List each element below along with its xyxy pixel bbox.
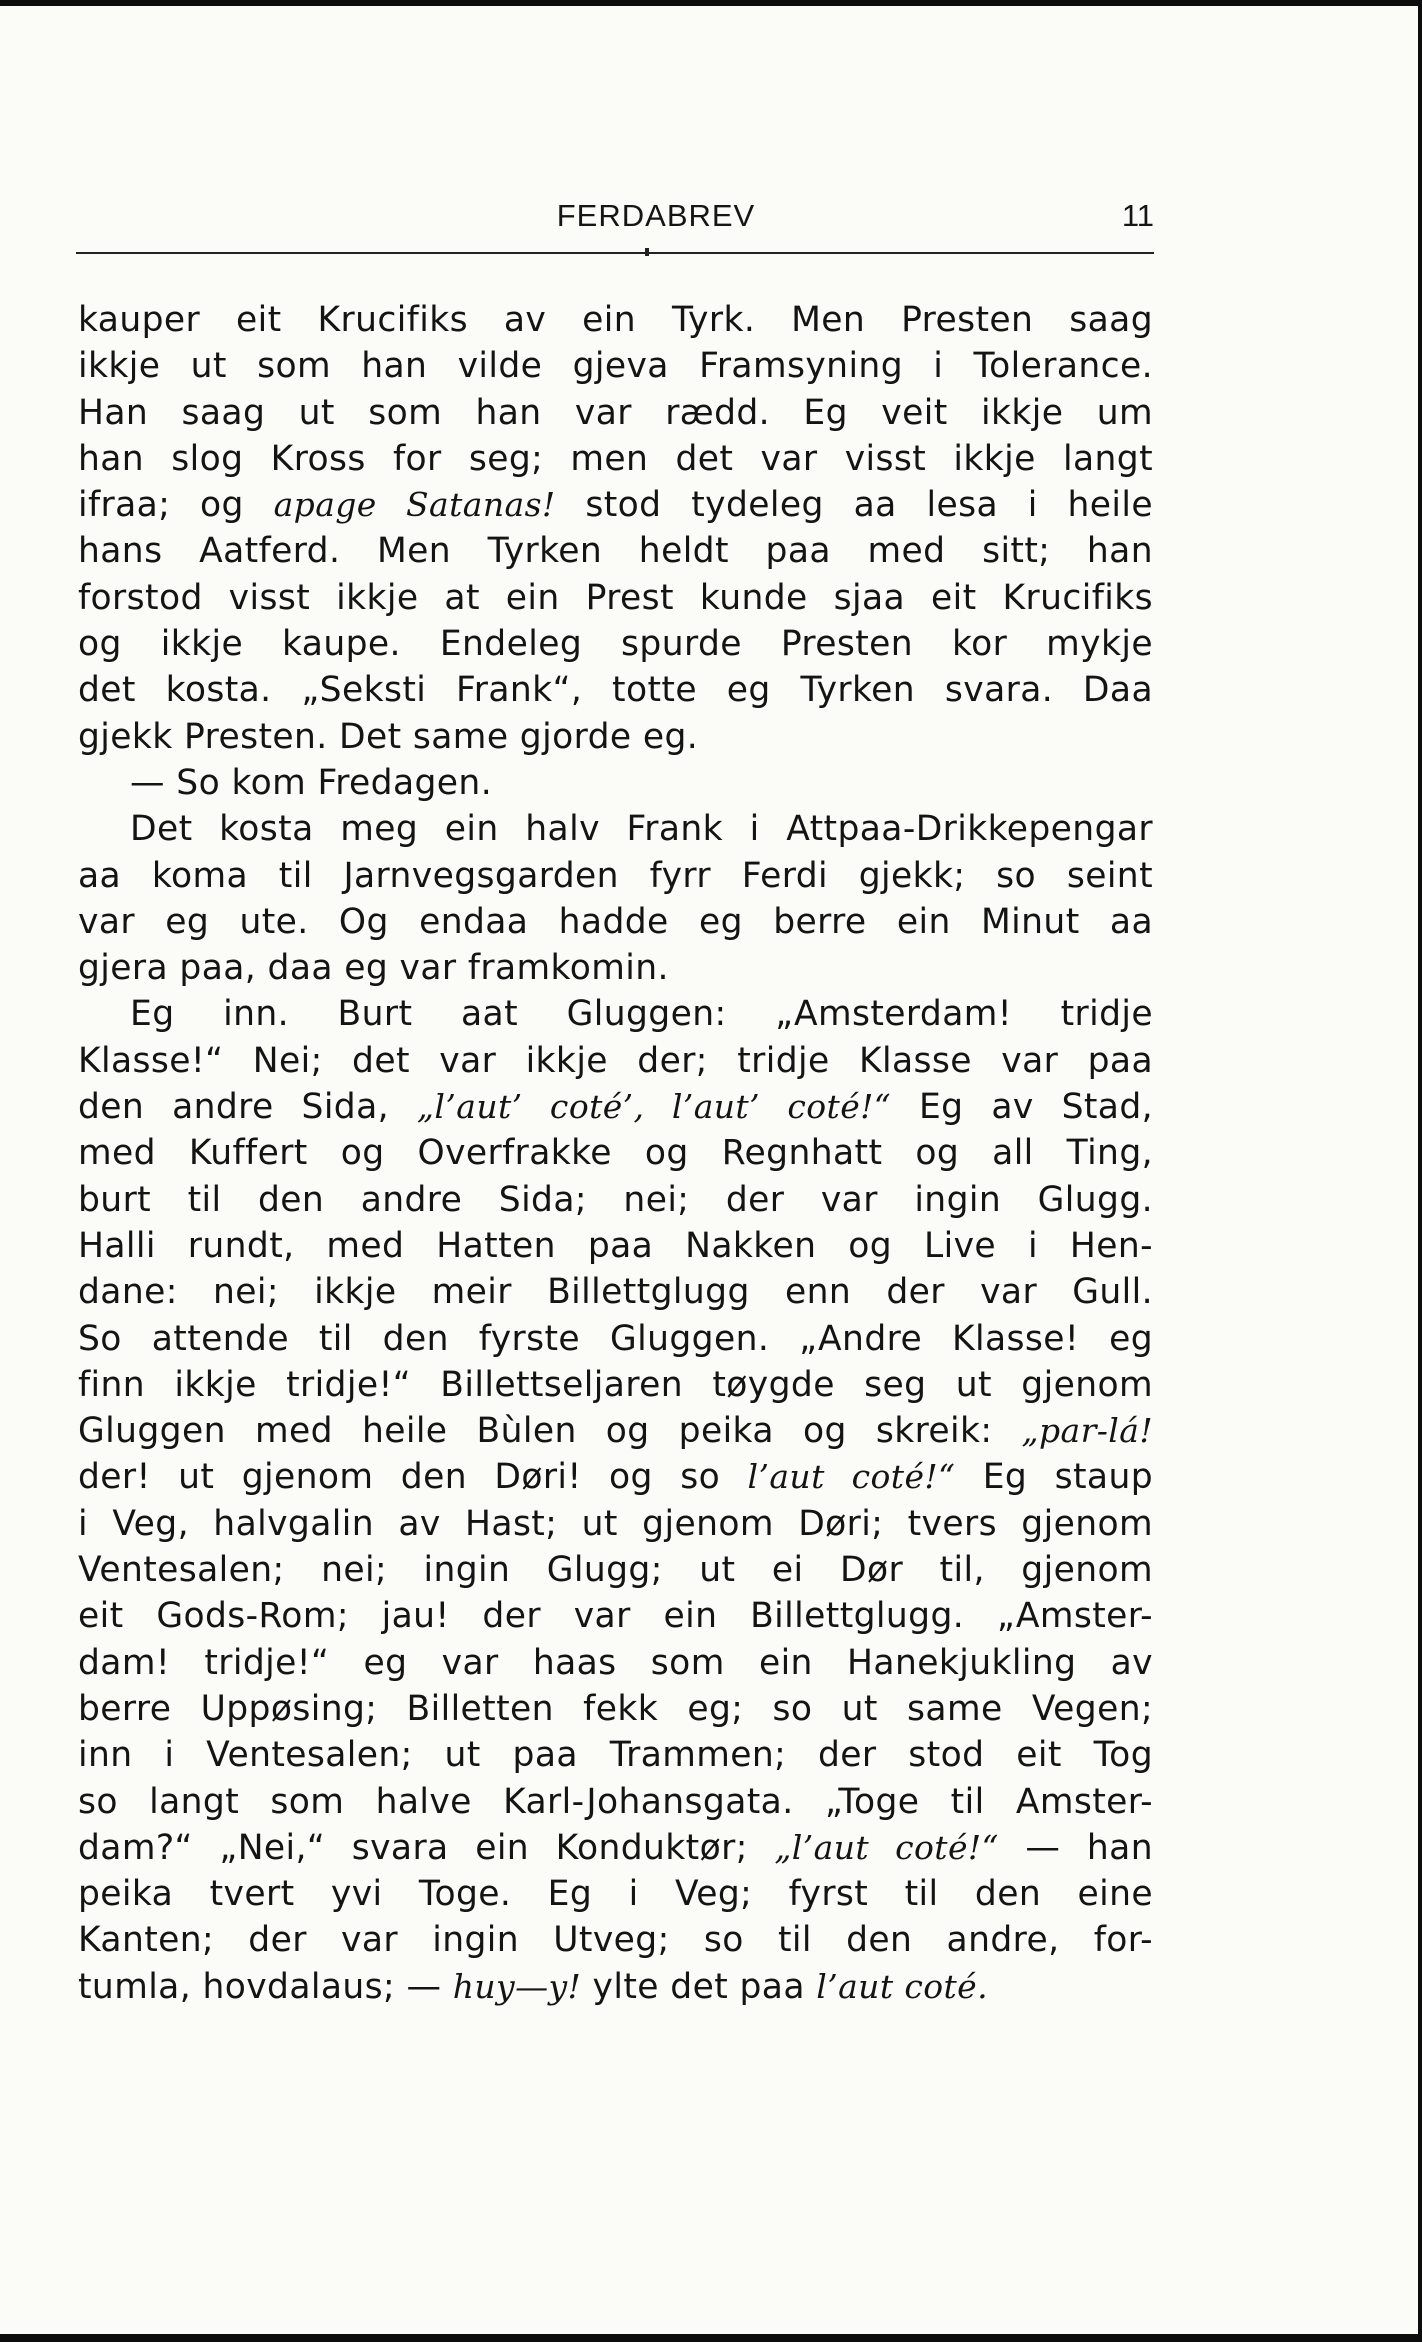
text-line xyxy=(78,343,1153,389)
text-segment: Eg inn. Burt aat Gluggen: „Amsterdam! tridje xyxy=(130,994,1153,1035)
text-segment: med Kuffert og Overfrakke og Regnhatt og all Ting, xyxy=(78,1133,1153,1174)
text-segment: — han xyxy=(998,1827,1153,1868)
text-line xyxy=(78,1362,1153,1408)
text-line xyxy=(78,853,1153,899)
text-line xyxy=(78,1686,1153,1732)
text-line xyxy=(78,945,1153,991)
text-segment: finn ikkje tridje!“ Billettseljaren tøygde seg ut gjenom xyxy=(78,1364,1153,1405)
text-segment: so langt som halve Karl-Johansgata. „Toge til Amster- xyxy=(78,1781,1153,1822)
text-segment: der! ut gjenom den Døri! og so xyxy=(78,1457,748,1498)
text-line xyxy=(78,621,1153,667)
italic-text: „l’aut coté!“ xyxy=(774,1827,999,1867)
running-head-title: FERDABREV xyxy=(556,198,756,233)
text-line xyxy=(78,1640,1153,1686)
text-segment: var eg ute. Og endaa hadde eg berre ein Minut aa xyxy=(78,901,1153,942)
header-rule xyxy=(76,252,1154,254)
text-line xyxy=(78,1964,1153,2010)
text-line xyxy=(78,528,1153,574)
text-segment: han slog Kross for seg; men det var visst ikkje langt xyxy=(78,438,1153,479)
text-line xyxy=(78,297,1153,343)
text-segment: Eg staup xyxy=(955,1457,1154,1498)
text-segment: Gluggen med heile Bùlen og peika og skreik: xyxy=(78,1411,1022,1452)
text-segment: gjekk Presten. Det same gjorde eg. xyxy=(78,716,699,757)
text-line xyxy=(78,1917,1153,1963)
text-segment: det kosta. „Seksti Frank“, totte eg Tyrken svara. Daa xyxy=(78,670,1153,711)
text-segment: forstod visst ikkje at ein Prest kunde sjaa eit Krucifiks xyxy=(78,577,1153,618)
text-segment: ikkje ut som han vilde gjeva Framsyning i Tolerance. xyxy=(78,346,1153,387)
page-number: 11 xyxy=(1121,198,1154,233)
text-line xyxy=(78,1501,1153,1547)
italic-text: „l’aut’ coté’, l’aut’ coté!“ xyxy=(416,1087,892,1127)
italic-text: apage Satanas! xyxy=(273,485,556,525)
text-line xyxy=(78,1871,1153,1917)
text-segment: Halli rundt, med Hatten paa Nakken og Live i Hen- xyxy=(78,1225,1153,1266)
text-line xyxy=(78,436,1153,482)
text-segment: hans Aatferd. Men Tyrken heldt paa med sitt; han xyxy=(78,531,1153,572)
text-segment: Klasse!“ Nei; det var ikkje der; tridje Klasse var paa xyxy=(78,1040,1153,1081)
text-line xyxy=(78,667,1153,713)
text-line xyxy=(78,1408,1153,1454)
text-line xyxy=(78,1269,1153,1315)
header-rule-mark xyxy=(645,248,649,256)
text-segment: Han saag ut som han var rædd. Eg veit ikkje um xyxy=(78,392,1153,433)
italic-text: l’aut coté. xyxy=(816,1966,989,2006)
text-segment: inn i Ventesalen; ut paa Trammen; der stod eit Tog xyxy=(78,1735,1153,1776)
text-segment: dam?“ „Nei,“ svara ein Konduktør; xyxy=(78,1827,775,1868)
text-line xyxy=(78,1825,1153,1871)
text-segment: aa koma til Jarnvegsgarden fyrr Ferdi gjekk; so seint xyxy=(78,855,1153,896)
text-segment: dane: nei; ikkje meir Billettglugg enn der var Gull. xyxy=(78,1272,1153,1313)
italic-text: huy—y! xyxy=(452,1966,582,2006)
text-segment: dam! tridje!“ eg var haas som ein Hanekjukling av xyxy=(78,1642,1153,1683)
text-segment: tumla, hovdalaus; — xyxy=(78,1966,453,2007)
text-segment: ylte det paa xyxy=(581,1966,817,2007)
text-line xyxy=(78,1316,1153,1362)
text-line xyxy=(78,1454,1153,1500)
text-line xyxy=(78,714,1153,760)
text-line xyxy=(78,1038,1153,1084)
text-line xyxy=(78,991,1153,1037)
italic-text: „par-lá! xyxy=(1021,1411,1153,1451)
text-segment: i Veg, halvgalin av Hast; ut gjenom Døri; tvers gjenom xyxy=(78,1503,1153,1544)
text-line xyxy=(78,1779,1153,1825)
text-line xyxy=(78,1223,1153,1269)
text-segment: peika tvert yvi Toge. Eg i Veg; fyrst til den eine xyxy=(78,1874,1153,1915)
text-line xyxy=(78,1547,1153,1593)
text-line xyxy=(78,806,1153,852)
text-segment: kauper eit Krucifiks av ein Tyrk. Men Presten saag xyxy=(78,300,1153,340)
text-segment: burt til den andre Sida; nei; der var ingin Glugg. xyxy=(78,1179,1153,1220)
text-line xyxy=(78,1130,1153,1176)
running-head xyxy=(76,198,1154,248)
text-segment: Eg av Stad, xyxy=(891,1087,1154,1128)
text-segment: berre Uppøsing; Billetten fekk eg; so ut same Vegen; xyxy=(78,1688,1153,1729)
text-segment: Kanten; der var ingin Utveg; so til den andre, for- xyxy=(78,1920,1153,1961)
text-segment: ifraa; og xyxy=(78,485,274,526)
text-line xyxy=(78,1084,1153,1130)
text-segment: eit Gods-Rom; jau! der var ein Billettglugg. „Amster- xyxy=(78,1596,1153,1637)
text-segment: Det kosta meg ein halv Frank i Attpaa-Drikkepengar xyxy=(130,809,1153,850)
text-segment: — So kom Fredagen. xyxy=(130,762,493,803)
text-line xyxy=(78,575,1153,621)
text-segment: stod tydeleg aa lesa i heile xyxy=(555,485,1154,526)
book-page xyxy=(0,6,1418,2334)
text-segment: gjera paa, daa eg var framkomin. xyxy=(78,948,669,989)
body-text xyxy=(78,297,1153,2010)
text-line xyxy=(78,760,1153,806)
text-line xyxy=(78,899,1153,945)
text-line xyxy=(78,390,1153,436)
text-line xyxy=(78,482,1153,528)
text-line xyxy=(78,1177,1153,1223)
text-segment: Ventesalen; nei; ingin Glugg; ut ei Dør til, gjenom xyxy=(78,1550,1153,1591)
text-line xyxy=(78,1593,1153,1639)
italic-text: l’aut coté!“ xyxy=(747,1457,956,1497)
text-line xyxy=(78,1732,1153,1778)
text-segment: den andre Sida, xyxy=(78,1087,417,1128)
text-segment: og ikkje kaupe. Endeleg spurde Presten kor mykje xyxy=(78,624,1153,665)
text-segment: So attende til den fyrste Gluggen. „Andre Klasse! eg xyxy=(78,1318,1153,1359)
